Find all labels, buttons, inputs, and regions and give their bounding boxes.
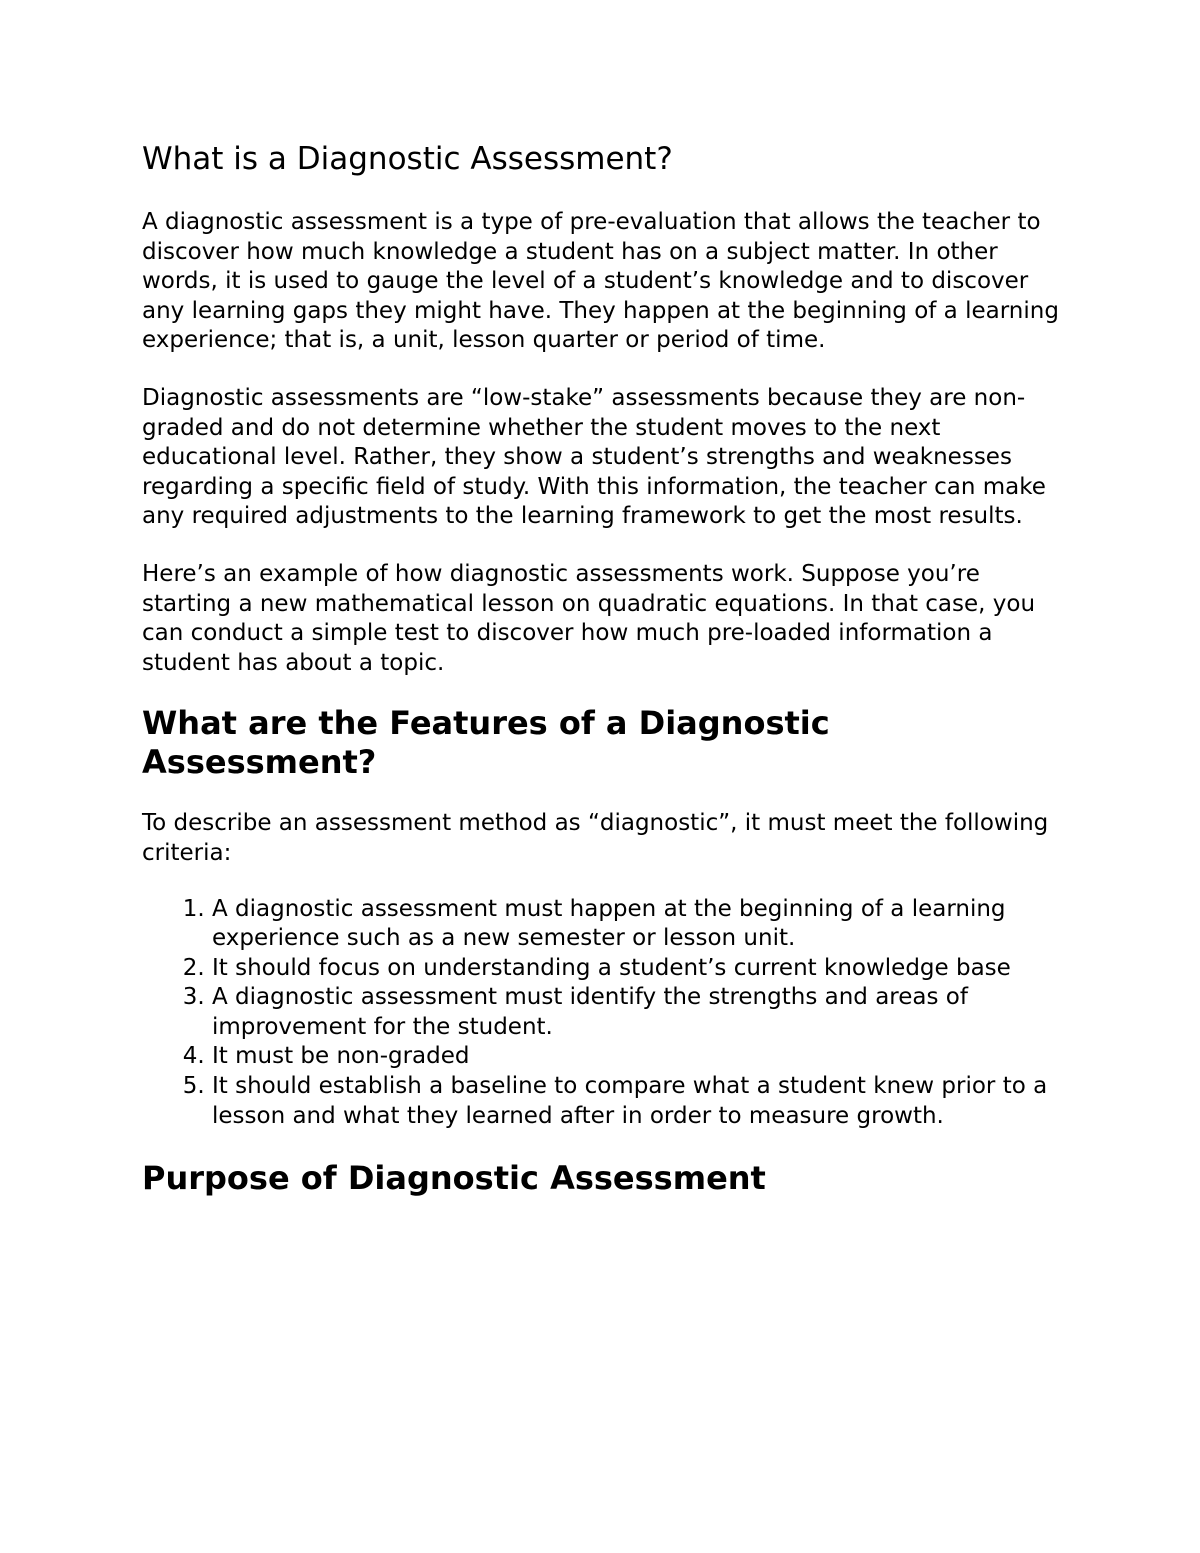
paragraph-criteria-intro: To describe an assessment method as “diagnostic”, it must meet the following criteria: [142,810,1049,866]
section-spacer [142,782,1067,809]
section-spacer [142,678,1067,704]
criteria-item: 4. It must be non-graded [212,1042,1067,1072]
heading-features: What are the Features of a Diagnostic Assessment? [142,704,830,782]
criteria-item: 3. A diagnostic assessment must identify the strengths and areas of improvement for the student. [212,983,1067,1042]
paragraph-spacer [142,869,1067,895]
paragraph-low-stake: Diagnostic assessments are “low-stake” assessments because they are non-graded and do not determine whether the student moves to the next educational level. Rather, they show a student’s strengths and weaknesses regarding a specific field of study. With this information, the teacher can make any required adjustments to the learning framework to get the most results. [142,384,1046,530]
document-body [142,136,1067,1198]
section-spacer [142,1131,1067,1159]
paragraph-spacer [142,532,1067,560]
paragraph-example: Here’s an example of how diagnostic assessments work. Suppose you’re starting a new mathematical lesson on quadratic equations. In that case, you can conduct a simple test to discover how much pre-loaded information a student has about a topic. [142,560,1036,676]
paragraph-spacer [142,356,1067,384]
paragraph-definition: A diagnostic assessment is a type of pre-evaluation that allows the teacher to discover how much knowledge a student has on a subject matter. In other words, it is used to gauge the level of a student’s knowledge and to discover any learning gaps they might have. They happen at the beginning of a learning experience; that is, a unit, lesson quarter or period of time. [142,209,1059,354]
criteria-item: 5. It should establish a baseline to compare what a student knew prior to a lesson and what they learned after in order to measure growth. [212,1072,1067,1131]
heading-what-is-diagnostic: What is a Diagnostic Assessment? [142,141,673,177]
heading-purpose: Purpose of Diagnostic Assessment [142,1159,766,1198]
criteria-item: 1. A diagnostic assessment must happen at the beginning of a learning experience such as a new semester or lesson unit. [212,895,1067,954]
criteria-item: 2. It should focus on understanding a student’s current knowledge base [212,954,1067,984]
criteria-list [142,895,1067,1132]
